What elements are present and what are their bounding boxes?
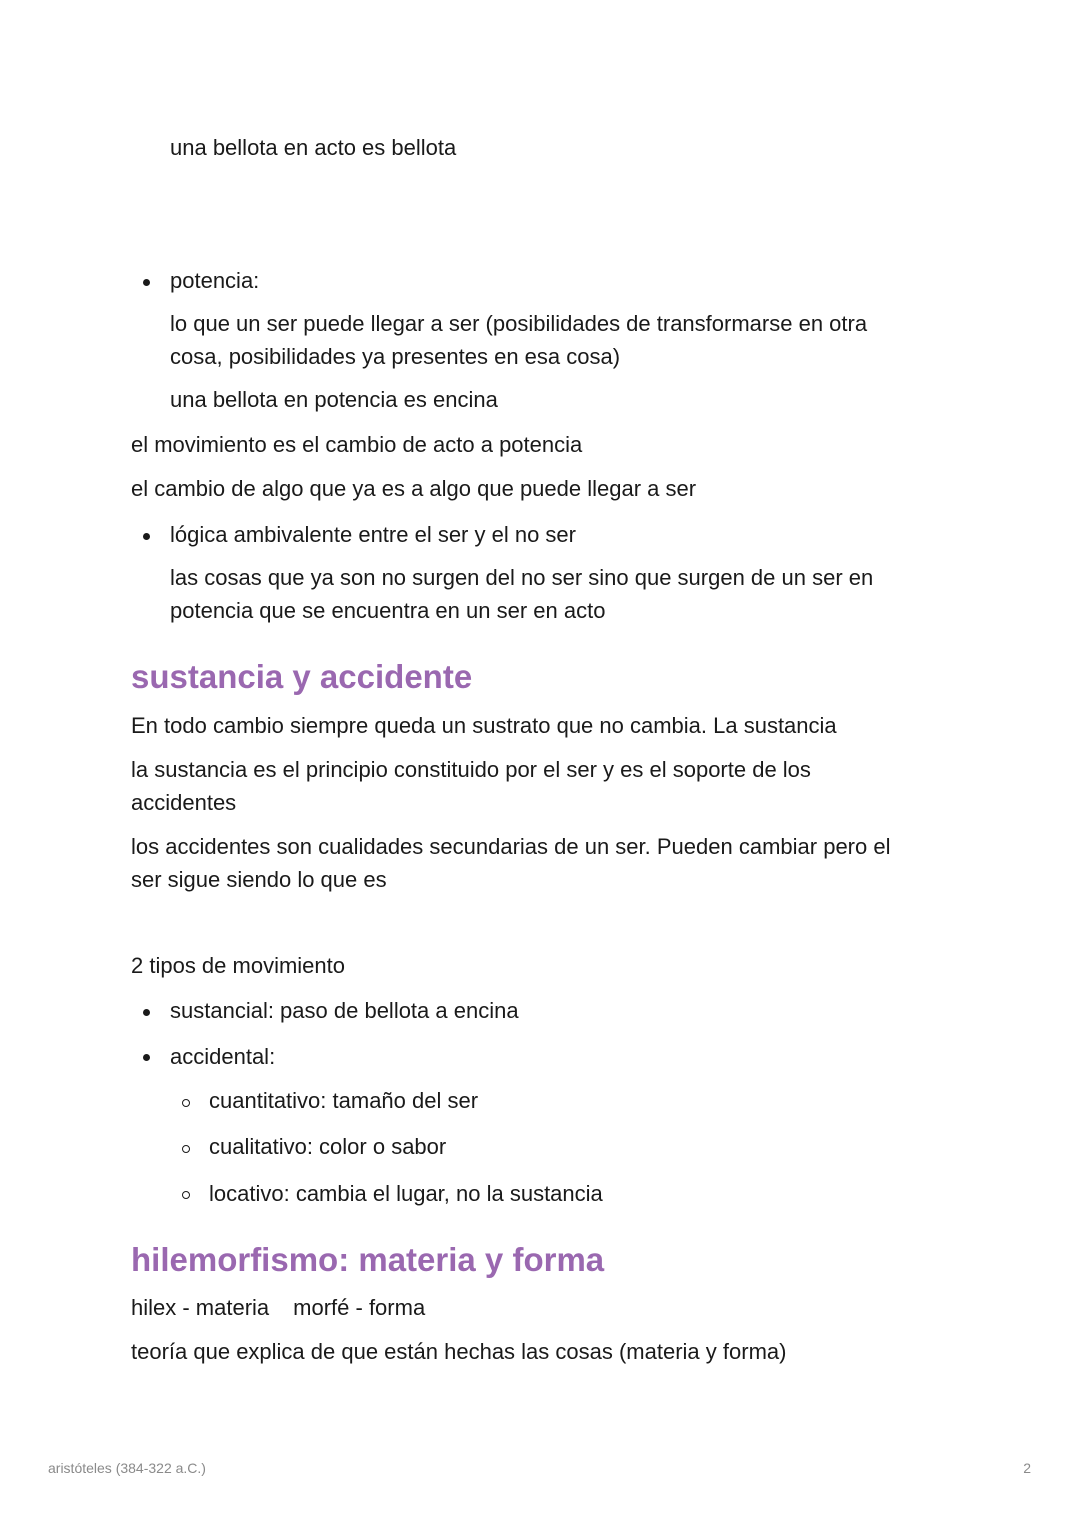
sub-item-cuantitativo: cuantitativo: tamaño del ser	[209, 1088, 479, 1113]
movimiento-def: el movimiento es el cambio de acto a potencia	[131, 432, 583, 457]
tipos-label: 2 tipos de movimiento	[131, 953, 345, 978]
footer-title: aristóteles (384-322 a.C.)	[48, 1460, 206, 1476]
sustancial-item: sustancial: paso de bellota a encina	[170, 998, 519, 1023]
hilex-text: hilex - materia	[131, 1295, 270, 1320]
sub-bullet-circle	[182, 1099, 190, 1107]
acto-example: una bellota en acto es bellota	[170, 135, 457, 160]
cambio-def: el cambio de algo que ya es a algo que puede llegar a ser	[131, 476, 697, 501]
sustancia-p2-line1: la sustancia es el principio constituido por el ser y es el soporte de los	[131, 757, 811, 782]
potencia-example: una bellota en potencia es encina	[170, 387, 498, 412]
bullet-dot	[143, 1009, 150, 1016]
sustancia-p3-line1: los accidentes son cualidades secundarias de un ser. Pueden cambiar pero el	[131, 834, 891, 859]
bullet-dot	[143, 279, 150, 286]
potencia-label: potencia:	[170, 268, 260, 293]
accidental-item: accidental:	[170, 1044, 276, 1069]
sustancia-p1: En todo cambio siempre queda un sustrato que no cambia. La sustancia	[131, 713, 837, 738]
sub-bullet-circle	[182, 1191, 190, 1199]
heading-sustancia: sustancia y accidente	[131, 658, 473, 695]
potencia-def-line2: cosa, posibilidades ya presentes en esa cosa)	[170, 344, 621, 369]
potencia-def-line1: lo que un ser puede llegar a ser (posibilidades de transformarse en otra	[170, 311, 868, 336]
heading-hilemorfismo: hilemorfismo: materia y forma	[131, 1241, 605, 1278]
bullet-dot	[143, 533, 150, 540]
sub-item-cualitativo: cualitativo: color o sabor	[209, 1134, 447, 1159]
teoria-line: teoría que explica de que están hechas las cosas (materia y forma)	[131, 1339, 787, 1364]
hilex-morfe-line	[131, 1291, 425, 1324]
sub-item-locativo: locativo: cambia el lugar, no la sustancia	[209, 1181, 603, 1206]
logica-line2: potencia que se encuentra en un ser en acto	[170, 598, 606, 623]
logica-line1: las cosas que ya son no surgen del no ser sino que surgen de un ser en	[170, 565, 874, 590]
page-number: 2	[1023, 1460, 1031, 1476]
sustancia-p2-line2: accidentes	[131, 790, 237, 815]
logica-label: lógica ambivalente entre el ser y el no ser	[170, 522, 576, 547]
bullet-dot	[143, 1054, 150, 1061]
sub-bullet-circle	[182, 1145, 190, 1153]
sustancia-p3-line2: ser sigue siendo lo que es	[131, 867, 387, 892]
morfe-text: morfé - forma	[293, 1295, 426, 1320]
